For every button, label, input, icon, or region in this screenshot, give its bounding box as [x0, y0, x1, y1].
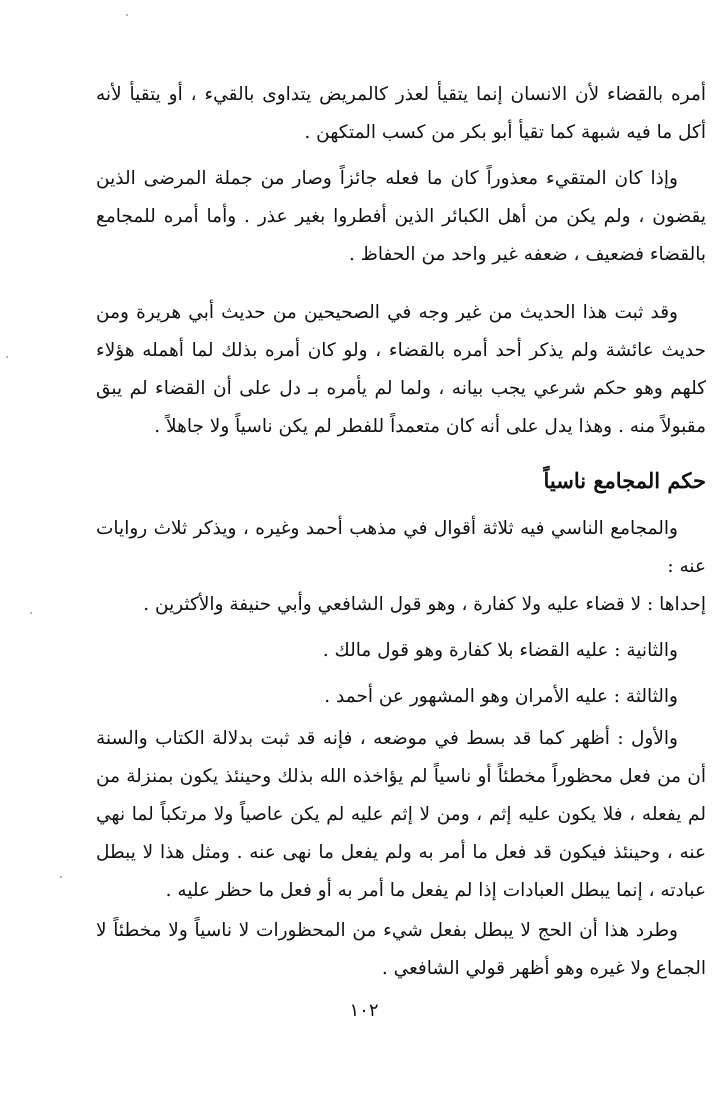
paragraph-8 [96, 720, 706, 910]
paragraph-text: إحداها : لا قضاء عليه ولا كفارة ، وهو قول الشافعي وأبي حنيفة والأكثرين . [143, 594, 706, 615]
page-number: ١٠٢ [349, 1000, 379, 1021]
scan-speck [30, 612, 32, 614]
paragraph-text: والمجامع الناسي فيه ثلاثة أقوال في مذهب أحمد وغيره ، ويذكر ثلاث روايات عنه : [96, 518, 706, 577]
paragraph-text: أمره بالقضاء لأن الانسان إنما يتقيأ لعذر كالمريض يتداوى بالقيء ، أو يتقيأ لأنه أكل ما فيه شبهة كما تقيأ أبو بكر من كسب المتكهن . [96, 84, 706, 143]
paragraph-6 [96, 632, 706, 670]
paragraph-7 [96, 678, 706, 716]
scan-speck [60, 876, 62, 878]
paragraph-9 [96, 912, 706, 988]
paragraph-text: وإذا كان المتقيء معذوراً كان ما فعله جائزاً وصار من جملة المرضى الذين يقضون ، ولم يكن من أهل الكبائر الذين أفطروا بغير عذر . وأما أمره للمجامع بالقضاء فضعيف ، ضعفه غير واحد من الحفاظ . [96, 168, 706, 265]
paragraph-4 [96, 510, 706, 586]
scan-speck [126, 14, 128, 16]
paragraph-1 [96, 76, 706, 152]
paragraph-text: وقد ثبت هذا الحديث من غير وجه في الصحيحين من حديث أبي هريرة ومن حديث عائشة ولم يذكر أحد أمره بالقضاء ، ولو كان أمره بذلك لما أهمله هؤلاء كلهم وهو حكم شرعي يجب بيانه ، ولما لم يأمره بـ دل على أن القضاء لم يبق مقبولاً منه . وهذا يدل على أنه كان متعمداً للفطر لم يكن ناسياً ولا جاهلاً . [96, 302, 706, 437]
paragraph-text: وطرد هذا أن الحج لا يبطل بفعل شيء من المحظورات لا ناسياً ولا مخطئاً لا الجماع ولا غيره وهو أظهر قولي الشافعي . [96, 920, 706, 979]
paragraph-text: والأول : أظهر كما قد بسط في موضعه ، فإنه قد ثبت بدلالة الكتاب والسنة أن من فعل محظوراً مخطئاً أو ناسياً لم يؤاخذه الله بذلك وحينئذ يكون بمنزلة من لم يفعله ، فلا يكون عليه إثم ، ومن لا إثم عليه لم يكن عاصياً ولا مرتكباً لما نهي عنه ، وحينئذ فيكون قد فعل ما أمر به ولم يفعل ما نهى عنه . ومثل هذا لا يبطل عبادته ، إنما يبطل العبادات إذا لم يفعل ما أمر به أو فعل ما حظر عليه . [96, 728, 706, 901]
paragraph-text: والثانية : عليه القضاء بلا كفارة وهو قول مالك . [322, 640, 678, 661]
section-heading [96, 462, 706, 500]
paragraph-3 [96, 294, 706, 446]
paragraph-text: والثالثة : عليه الأمران وهو المشهور عن أحمد . [324, 686, 678, 707]
scan-speck [6, 356, 8, 358]
paragraph-5 [96, 586, 706, 624]
paragraph-2 [96, 160, 706, 274]
section-heading-text: حكم المجامع ناسياً [543, 468, 706, 493]
